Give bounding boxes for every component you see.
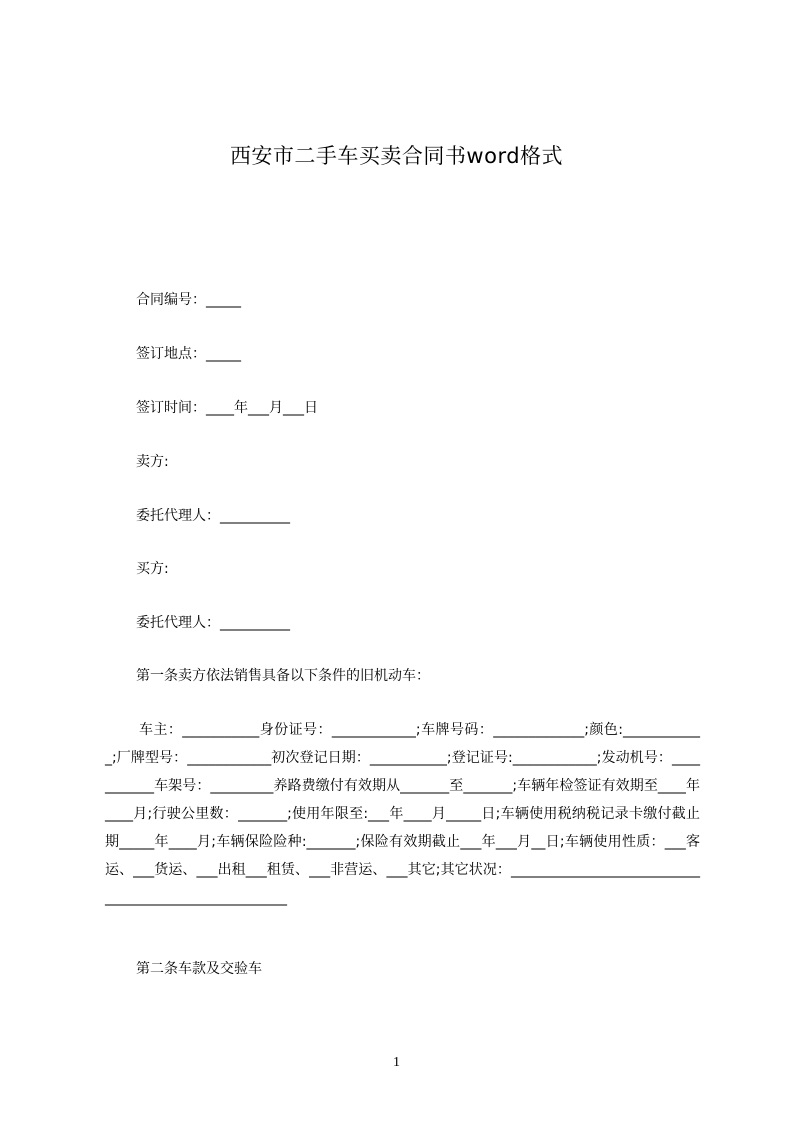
- article-2-heading: 第二条车款及交验车: [136, 961, 262, 977]
- article-1-heading: 第一条卖方依法销售具备以下条件的旧机动车：: [136, 668, 430, 684]
- page-number: 1: [393, 1055, 400, 1070]
- signing-date-field: 签订时间：____年___月___日: [136, 400, 318, 416]
- document-title: 西安市二手车买卖合同书word格式: [229, 144, 564, 168]
- contract-number-field: 合同编号：_____: [136, 292, 241, 308]
- buyer-field: 买方:: [136, 561, 169, 577]
- article-1-body: 车主：___________身份证号：____________;车牌号码：_____________;颜色:____________;厂牌型号：____________初次登记日期：___________;登记证号:____________;发动机号：___________车架号：_________养路费缴付有效期从_______至_______;车辆年检签证有效期至____年____月;行驶公里数：_______;使用年限至:___年____月_____日;车辆使用税纳税记录卡缴付截止期_____年____月;车辆保险险种:_______;保险有效期截止___年___月__日;车辆使用性质：___客运、___货运、___出租___租赁、___非营运、___其它;其它状况：_____________________________________________________: [105, 722, 700, 906]
- signing-place-field: 签订地点：_____: [136, 346, 241, 362]
- seller-agent-field: 委托代理人：__________: [136, 508, 290, 524]
- seller-field: 卖方:: [136, 454, 169, 470]
- buyer-agent-field: 委托代理人：__________: [136, 615, 290, 631]
